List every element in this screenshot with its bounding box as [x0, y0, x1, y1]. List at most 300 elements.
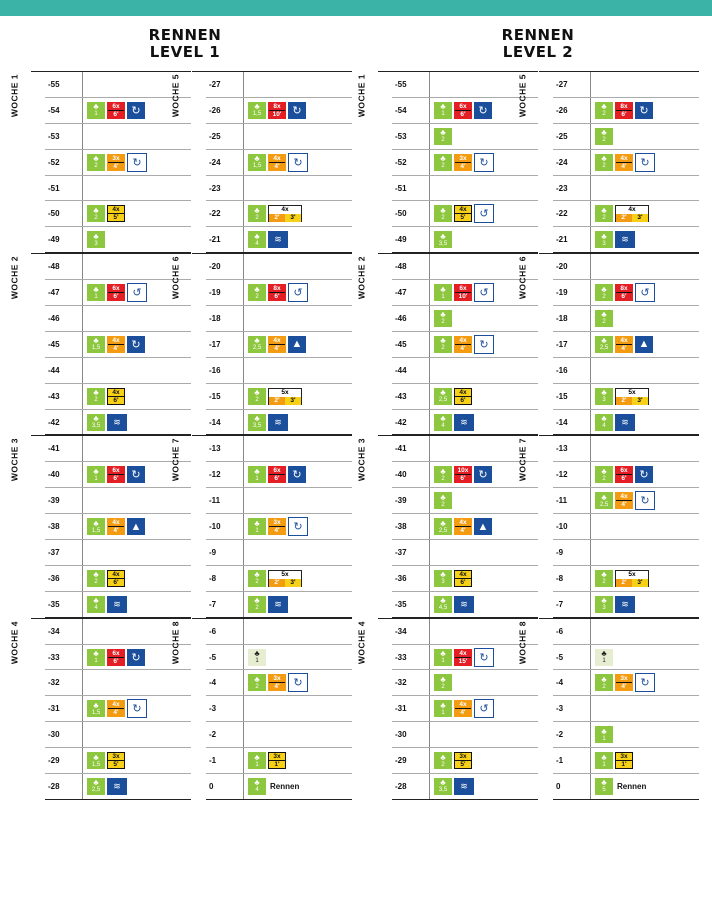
loop-outline-icon: ↻ [288, 153, 308, 172]
interval-reps: 6x [273, 467, 281, 475]
interval-badge [107, 205, 125, 222]
loop-outline-icon: ↻ [474, 648, 494, 667]
row-content [430, 227, 538, 252]
row-content [83, 332, 191, 357]
interval-duration: 4' [108, 162, 124, 170]
week-label: WOCHE 4 [9, 620, 20, 664]
row-number: -20 [206, 254, 244, 279]
interval-duration: 6' [108, 578, 124, 586]
pyramid-durations [269, 214, 301, 222]
schedule-row [206, 748, 352, 774]
row-content [591, 774, 699, 799]
tree-glyph: ♣ [601, 336, 607, 346]
tree-glyph: ♣ [254, 570, 260, 580]
row-content [244, 748, 352, 773]
row-content [244, 332, 352, 357]
tree-icon [87, 778, 105, 795]
schedule-row [392, 227, 538, 253]
row-number: -22 [206, 201, 244, 226]
row-number: -13 [553, 436, 591, 461]
row-number: -25 [206, 124, 244, 149]
tree-glyph: ♣ [93, 388, 99, 398]
schedule-row [392, 280, 538, 306]
row-number: -16 [206, 358, 244, 383]
interval-duration: 4' [455, 526, 471, 534]
row-content [244, 540, 352, 565]
tree-icon [248, 388, 266, 405]
row-number: -45 [392, 332, 430, 357]
tree-value: 2 [602, 214, 606, 221]
schedule-row [45, 566, 191, 592]
schedule-row [553, 645, 699, 671]
tree-icon [248, 205, 266, 222]
row-content [591, 645, 699, 670]
week-label-box [517, 619, 553, 794]
row-content [244, 774, 352, 799]
row-content [244, 488, 352, 513]
schedule-row [206, 306, 352, 332]
interval-badge [454, 205, 472, 222]
schedule-row [45, 670, 191, 696]
tree-icon [595, 778, 613, 795]
tree-glyph: ♣ [93, 231, 99, 241]
tree-value: 2 [255, 293, 259, 300]
tree-glyph: ♣ [254, 414, 260, 424]
week-label: WOCHE 1 [9, 74, 20, 118]
interval-duration: 4' [455, 708, 471, 716]
row-number: -10 [206, 514, 244, 539]
loop-outline-icon: ↻ [635, 491, 655, 510]
tree-value: 2 [94, 397, 98, 404]
heading-level-1 [85, 27, 285, 61]
interval-badge [615, 102, 633, 119]
row-number: -3 [206, 696, 244, 721]
tree-value: 2 [441, 137, 445, 144]
row-content [591, 201, 699, 226]
schedule-row [392, 696, 538, 722]
schedule-row [45, 384, 191, 410]
row-content [591, 670, 699, 695]
interval-duration: 4' [269, 162, 285, 170]
row-number: -27 [553, 72, 591, 97]
row-content [83, 306, 191, 331]
interval-badge [454, 284, 472, 301]
row-number: -50 [392, 201, 430, 226]
tree-icon [434, 284, 452, 301]
tree-icon [595, 726, 613, 743]
interval-reps: 4x [459, 519, 467, 527]
interval-reps: 3x [112, 753, 120, 761]
row-number: -8 [206, 566, 244, 591]
interval-reps: 4x [112, 206, 120, 214]
schedule-row [553, 619, 699, 645]
week-label: WOCHE 5 [517, 74, 528, 118]
row-number: -43 [45, 384, 83, 409]
row-content [244, 384, 352, 409]
row-number: -5 [206, 645, 244, 670]
schedule-row [206, 227, 352, 253]
tree-icon [434, 310, 452, 327]
tree-icon [595, 310, 613, 327]
loop-outline-icon: ↻ [288, 673, 308, 692]
loop-outline-icon: ↻ [474, 335, 494, 354]
tree-glyph: ♣ [440, 388, 446, 398]
week-label: WOCHE 2 [356, 256, 367, 300]
tree-value: 2 [441, 501, 445, 508]
loop-icon: ↻ [635, 466, 653, 483]
row-content [244, 227, 352, 252]
row-number: -47 [45, 280, 83, 305]
tree-glyph: ♣ [93, 778, 99, 788]
row-content [244, 436, 352, 461]
tree-glyph: ♣ [601, 154, 607, 164]
pyramid-duration-a: 2' [269, 397, 285, 405]
tree-glyph: ♣ [93, 596, 99, 606]
schedule-row [206, 436, 352, 462]
row-content [430, 774, 538, 799]
week-block [517, 253, 699, 435]
interval-duration: 6' [616, 474, 632, 482]
row-number: -28 [392, 774, 430, 799]
week-label: WOCHE 3 [356, 438, 367, 482]
loop-outline-icon: ↺ [474, 699, 494, 718]
row-number: -4 [553, 670, 591, 695]
tree-icon [595, 596, 613, 613]
row-number: -33 [392, 645, 430, 670]
row-content [591, 358, 699, 383]
row-content [591, 176, 699, 201]
row-number: -41 [392, 436, 430, 461]
tree-value: 1 [602, 658, 606, 665]
pyramid-durations [269, 397, 301, 405]
loop-outline-icon: ↺ [635, 283, 655, 302]
tree-value: 2 [602, 579, 606, 586]
row-number: -42 [392, 410, 430, 435]
tree-value: 2 [94, 163, 98, 170]
interval-duration: 6' [455, 578, 471, 586]
tree-icon [87, 205, 105, 222]
row-content [591, 124, 699, 149]
row-number: -25 [553, 124, 591, 149]
tree-icon [87, 596, 105, 613]
week-label: WOCHE 7 [517, 438, 528, 482]
schedule-row [392, 436, 538, 462]
interval-duration: 4' [455, 344, 471, 352]
schedule-row [206, 619, 352, 645]
tree-value: 1 [255, 658, 259, 665]
row-content [591, 488, 699, 513]
tree-value: 2 [255, 214, 259, 221]
row-content [430, 124, 538, 149]
pyramid-badge [615, 388, 649, 405]
row-content [83, 410, 191, 435]
row-content [591, 410, 699, 435]
row-content [83, 774, 191, 799]
loop-outline-icon: ↺ [474, 283, 494, 302]
row-content [430, 566, 538, 591]
tree-glyph: ♣ [440, 570, 446, 580]
tree-glyph: ♣ [440, 778, 446, 788]
schedule-row [206, 462, 352, 488]
schedule-row [206, 358, 352, 384]
schedule-row [553, 201, 699, 227]
interval-badge [268, 674, 286, 691]
tree-glyph: ♣ [601, 778, 607, 788]
row-number: -33 [45, 645, 83, 670]
interval-badge [454, 700, 472, 717]
interval-reps: 4x [459, 570, 467, 578]
schedule-column [356, 71, 538, 800]
row-content [83, 514, 191, 539]
schedule-row [553, 774, 699, 800]
interval-badge [107, 336, 125, 353]
schedule-row [206, 592, 352, 618]
schedule-row [553, 696, 699, 722]
row-content [591, 72, 699, 97]
pyramid-badge [268, 205, 302, 222]
top-accent-bar [0, 0, 712, 16]
row-content [591, 566, 699, 591]
interval-duration: 15' [455, 657, 471, 665]
interval-reps: 3x [112, 154, 120, 162]
schedule-row [45, 722, 191, 748]
tree-glyph: ♣ [601, 128, 607, 138]
tree-glyph: ♣ [440, 284, 446, 294]
interval-duration: 6' [108, 474, 124, 482]
schedule-row [392, 72, 538, 98]
row-number: -9 [553, 540, 591, 565]
tree-glyph: ♣ [254, 752, 260, 762]
tree-glyph: ♣ [601, 231, 607, 241]
week-label: WOCHE 6 [170, 256, 181, 300]
tree-value: 2 [441, 475, 445, 482]
schedule-row [553, 306, 699, 332]
loop-outline-icon: ↺ [474, 204, 494, 223]
week-block [356, 71, 538, 253]
week-label-box [356, 72, 392, 247]
tree-glyph: ♣ [440, 102, 446, 112]
schedule-row [553, 358, 699, 384]
tree-value: 2 [255, 683, 259, 690]
schedule-row [392, 774, 538, 800]
week-block [9, 253, 191, 435]
row-content [591, 332, 699, 357]
tree-glyph: ♣ [440, 674, 446, 684]
interval-badge [268, 284, 286, 301]
row-content [83, 227, 191, 252]
tree-glyph: ♣ [440, 414, 446, 424]
schedule-row [392, 488, 538, 514]
tree-value: 2,5 [438, 527, 448, 534]
tree-glyph: ♣ [254, 284, 260, 294]
week-label: WOCHE 1 [356, 74, 367, 118]
schedule-row [392, 410, 538, 436]
row-number: -54 [45, 98, 83, 123]
schedule-row [45, 462, 191, 488]
tree-glyph: ♣ [440, 231, 446, 241]
row-number: -52 [392, 150, 430, 175]
row-content [244, 696, 352, 721]
tree-value: 2 [441, 163, 445, 170]
row-number: -18 [553, 306, 591, 331]
wave-icon: ≋ [268, 596, 288, 613]
row-content [430, 670, 538, 695]
interval-duration: 4' [108, 344, 124, 352]
tree-value: 2 [441, 683, 445, 690]
row-content [430, 150, 538, 175]
tree-glyph: ♣ [440, 154, 446, 164]
row-number: -24 [553, 150, 591, 175]
week-label-box [9, 254, 45, 429]
tree-icon [87, 336, 105, 353]
week-block [170, 253, 352, 435]
pyramid-reps: 4x [269, 206, 301, 214]
heading-level-2 [438, 27, 638, 61]
wave-icon: ≋ [454, 596, 474, 613]
interval-duration: 5' [108, 760, 124, 768]
schedule-row [206, 540, 352, 566]
schedule-row [45, 280, 191, 306]
week-label-box [170, 254, 206, 429]
tree-icon [595, 154, 613, 171]
schedule-row [45, 645, 191, 671]
row-number: -22 [553, 201, 591, 226]
tree-glyph: ♣ [93, 154, 99, 164]
tree-glyph: ♣ [440, 492, 446, 502]
interval-reps: 8x [273, 102, 281, 110]
row-number: -55 [392, 72, 430, 97]
tree-value: 1 [94, 658, 98, 665]
tree-icon [248, 102, 266, 119]
tree-value: 2 [602, 163, 606, 170]
schedule-row [392, 124, 538, 150]
row-number: -7 [553, 592, 591, 617]
row-content [591, 150, 699, 175]
loop-outline-icon: ↻ [635, 673, 655, 692]
row-number: -41 [45, 436, 83, 461]
loop-outline-icon: ↻ [635, 153, 655, 172]
row-number: -21 [553, 227, 591, 252]
pyramid-durations [616, 579, 648, 587]
interval-duration: 6' [455, 110, 471, 118]
week-label: WOCHE 4 [356, 620, 367, 664]
schedule-row [553, 176, 699, 202]
schedule-row [206, 696, 352, 722]
tree-value: 4 [94, 605, 98, 612]
tree-glyph: ♣ [93, 570, 99, 580]
tree-value: 2 [94, 214, 98, 221]
interval-reps: 3x [620, 753, 628, 761]
row-content [83, 488, 191, 513]
schedule-row [45, 176, 191, 202]
row-number: -23 [553, 176, 591, 201]
row-content [591, 540, 699, 565]
tree-value: 2,5 [91, 787, 101, 794]
loop-outline-icon: ↻ [127, 153, 147, 172]
pyramid-durations [616, 397, 648, 405]
tree-icon [434, 649, 452, 666]
week-label-box [517, 72, 553, 247]
schedule-row [45, 540, 191, 566]
interval-duration: 6' [108, 657, 124, 665]
interval-reps: 8x [273, 285, 281, 293]
tree-glyph: ♣ [93, 518, 99, 528]
tree-value: 1,5 [91, 709, 101, 716]
row-content [244, 645, 352, 670]
schedule-row [553, 150, 699, 176]
row-number: -16 [553, 358, 591, 383]
tree-icon [248, 231, 266, 248]
loop-icon: ↻ [127, 102, 145, 119]
row-number: -44 [392, 358, 430, 383]
interval-duration: 4' [269, 682, 285, 690]
schedule-row [206, 98, 352, 124]
interval-reps: 4x [459, 388, 467, 396]
tree-glyph: ♣ [93, 205, 99, 215]
interval-badge [454, 752, 472, 769]
interval-duration: 4' [269, 344, 285, 352]
interval-reps: 4x [620, 154, 628, 162]
interval-reps: 8x [620, 102, 628, 110]
row-number: -45 [45, 332, 83, 357]
interval-badge [107, 154, 125, 171]
interval-duration: 4' [108, 708, 124, 716]
week-label-box [356, 254, 392, 429]
row-number: -55 [45, 72, 83, 97]
tree-icon [248, 414, 266, 431]
tree-glyph: ♣ [93, 102, 99, 112]
interval-badge [268, 518, 286, 535]
row-content [244, 201, 352, 226]
tree-icon [434, 205, 452, 222]
interval-duration: 1' [616, 760, 632, 768]
tree-glyph: ♣ [440, 752, 446, 762]
pyramid-duration-b: 3' [632, 397, 648, 405]
interval-duration: 6' [455, 396, 471, 404]
interval-badge [615, 492, 633, 509]
tree-icon [87, 414, 105, 431]
wave-icon: ≋ [107, 414, 127, 431]
pyramid-badge [268, 388, 302, 405]
row-number: -17 [206, 332, 244, 357]
row-content [430, 540, 538, 565]
row-number: -39 [392, 488, 430, 513]
row-number: -34 [392, 619, 430, 644]
schedule-row [392, 176, 538, 202]
schedule-row [206, 201, 352, 227]
row-content [244, 150, 352, 175]
tree-icon [248, 570, 266, 587]
tree-value: 1 [94, 111, 98, 118]
week-block [9, 435, 191, 617]
week-label: WOCHE 5 [170, 74, 181, 118]
interval-badge [107, 752, 125, 769]
tree-icon [434, 388, 452, 405]
week-block [517, 618, 699, 800]
week-label-box [356, 436, 392, 611]
interval-duration: 4' [108, 526, 124, 534]
tree-icon [595, 414, 613, 431]
interval-duration: 6' [269, 474, 285, 482]
tree-value: 2 [255, 605, 259, 612]
race-label: Rennen [270, 781, 300, 791]
interval-duration: 6' [108, 396, 124, 404]
tree-value: 2 [255, 397, 259, 404]
week-label-box [170, 436, 206, 611]
interval-badge [268, 752, 286, 769]
tree-value: 1 [441, 709, 445, 716]
row-content [244, 254, 352, 279]
